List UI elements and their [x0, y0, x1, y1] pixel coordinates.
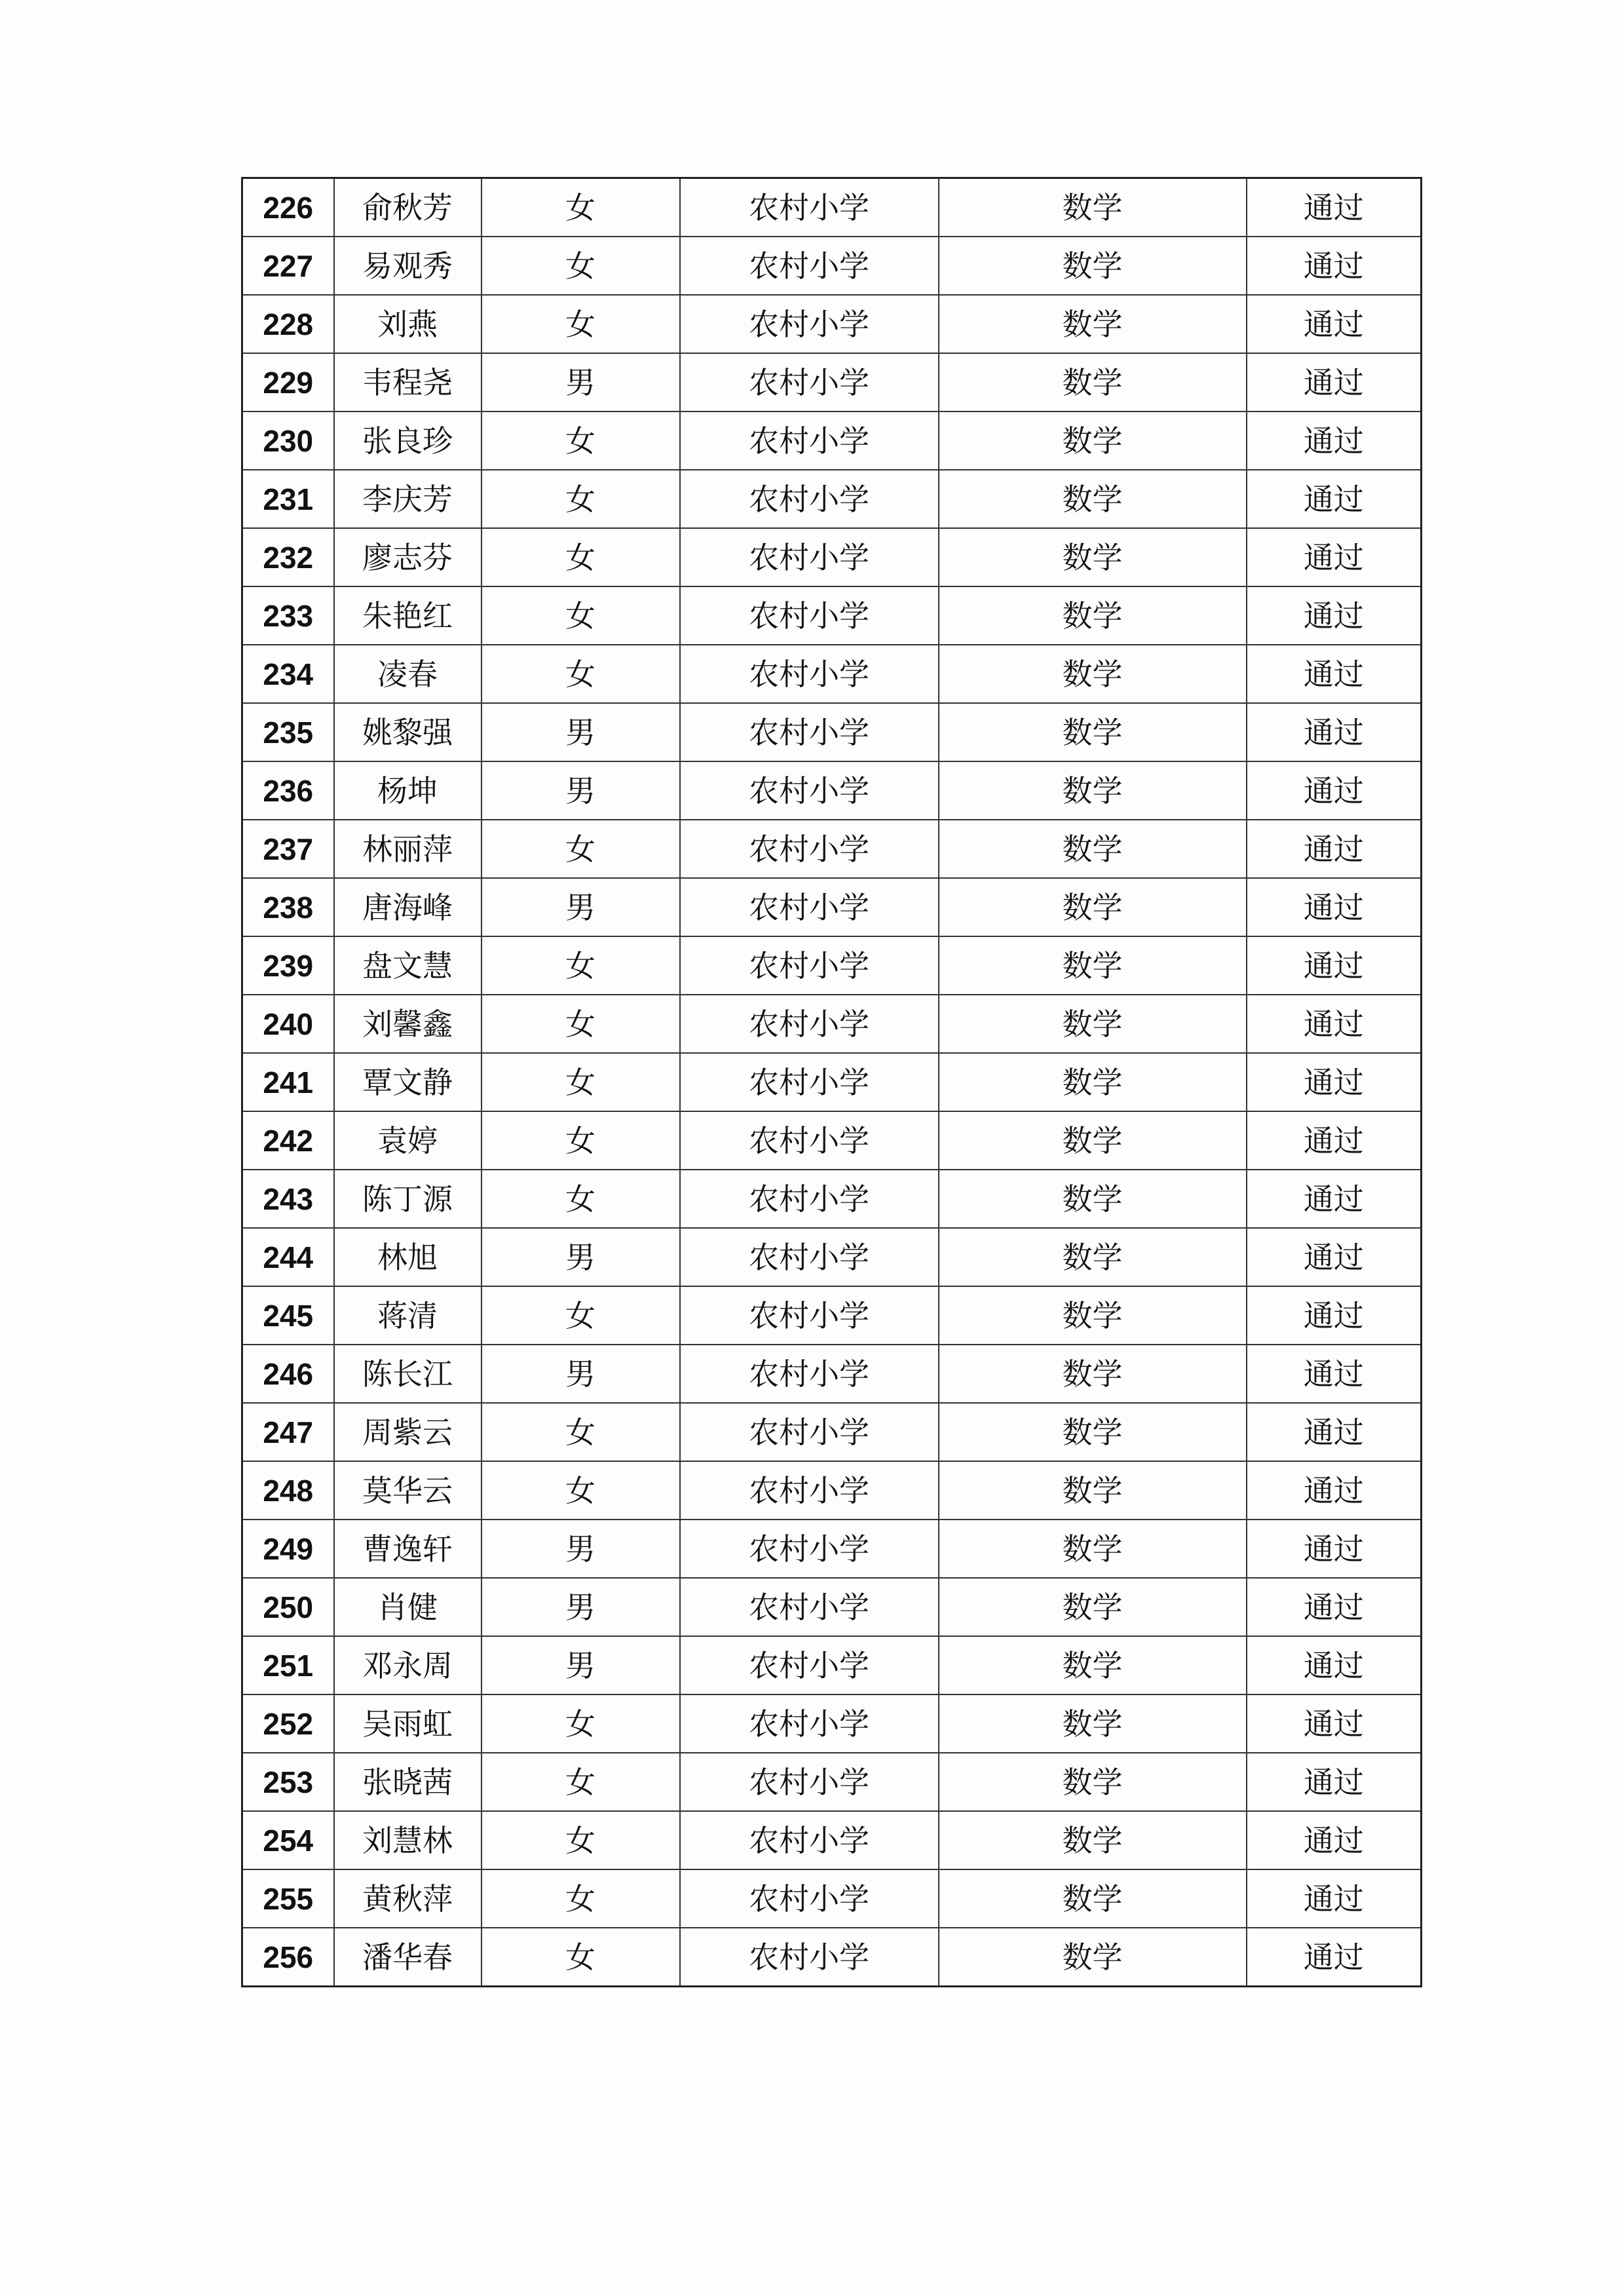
person-name: 盘文慧 — [334, 936, 482, 995]
school-type-cell: 农村小学 — [680, 586, 939, 645]
table-row — [242, 586, 1422, 645]
gender-cell: 女 — [482, 995, 680, 1053]
person-name: 陈长江 — [334, 1345, 482, 1403]
school-type-cell: 农村小学 — [680, 936, 939, 995]
table-row — [242, 820, 1422, 878]
status-cell: 通过 — [1247, 936, 1422, 995]
school-type-cell: 农村小学 — [680, 178, 939, 237]
gender-cell: 女 — [482, 237, 680, 295]
row-number: 229 — [242, 353, 334, 411]
row-number: 248 — [242, 1461, 334, 1520]
status-cell: 通过 — [1247, 761, 1422, 820]
row-number: 234 — [242, 645, 334, 703]
person-name: 周紫云 — [334, 1403, 482, 1461]
gender-cell: 男 — [482, 1578, 680, 1636]
table-row — [242, 1811, 1422, 1869]
person-name: 潘华春 — [334, 1928, 482, 1987]
subject-cell: 数学 — [939, 1228, 1247, 1286]
status-cell: 通过 — [1247, 995, 1422, 1053]
person-name: 廖志芬 — [334, 528, 482, 586]
school-type-cell: 农村小学 — [680, 1869, 939, 1928]
status-cell: 通过 — [1247, 703, 1422, 761]
table-row — [242, 1928, 1422, 1987]
gender-cell: 女 — [482, 1403, 680, 1461]
table-row — [242, 295, 1422, 353]
table-row — [242, 1228, 1422, 1286]
subject-cell: 数学 — [939, 761, 1247, 820]
person-name: 凌春 — [334, 645, 482, 703]
gender-cell: 男 — [482, 703, 680, 761]
school-type-cell: 农村小学 — [680, 1053, 939, 1111]
table-row — [242, 237, 1422, 295]
row-number: 230 — [242, 411, 334, 470]
subject-cell: 数学 — [939, 820, 1247, 878]
status-cell: 通过 — [1247, 1403, 1422, 1461]
subject-cell: 数学 — [939, 528, 1247, 586]
row-number: 227 — [242, 237, 334, 295]
school-type-cell: 农村小学 — [680, 703, 939, 761]
status-cell: 通过 — [1247, 295, 1422, 353]
row-number: 250 — [242, 1578, 334, 1636]
gender-cell: 女 — [482, 1869, 680, 1928]
table-row — [242, 1869, 1422, 1928]
status-cell: 通过 — [1247, 528, 1422, 586]
subject-cell: 数学 — [939, 936, 1247, 995]
subject-cell: 数学 — [939, 178, 1247, 237]
subject-cell: 数学 — [939, 878, 1247, 936]
gender-cell: 女 — [482, 1111, 680, 1170]
person-name: 覃文静 — [334, 1053, 482, 1111]
roster-table-body — [242, 178, 1422, 1987]
gender-cell: 女 — [482, 1170, 680, 1228]
status-cell: 通过 — [1247, 586, 1422, 645]
person-name: 蒋清 — [334, 1286, 482, 1345]
subject-cell: 数学 — [939, 1753, 1247, 1811]
subject-cell: 数学 — [939, 1636, 1247, 1694]
subject-cell: 数学 — [939, 1928, 1247, 1987]
subject-cell: 数学 — [939, 470, 1247, 528]
school-type-cell: 农村小学 — [680, 1345, 939, 1403]
gender-cell: 女 — [482, 820, 680, 878]
gender-cell: 男 — [482, 878, 680, 936]
status-cell: 通过 — [1247, 1053, 1422, 1111]
table-row — [242, 645, 1422, 703]
table-row — [242, 1520, 1422, 1578]
school-type-cell: 农村小学 — [680, 1928, 939, 1987]
subject-cell: 数学 — [939, 1520, 1247, 1578]
row-number: 238 — [242, 878, 334, 936]
person-name: 陈丁源 — [334, 1170, 482, 1228]
row-number: 239 — [242, 936, 334, 995]
person-name: 袁婷 — [334, 1111, 482, 1170]
gender-cell: 女 — [482, 1286, 680, 1345]
subject-cell: 数学 — [939, 1461, 1247, 1520]
row-number: 255 — [242, 1869, 334, 1928]
gender-cell: 女 — [482, 528, 680, 586]
row-number: 236 — [242, 761, 334, 820]
status-cell: 通过 — [1247, 353, 1422, 411]
school-type-cell: 农村小学 — [680, 645, 939, 703]
subject-cell: 数学 — [939, 586, 1247, 645]
person-name: 杨坤 — [334, 761, 482, 820]
school-type-cell: 农村小学 — [680, 295, 939, 353]
status-cell: 通过 — [1247, 1111, 1422, 1170]
status-cell: 通过 — [1247, 470, 1422, 528]
school-type-cell: 农村小学 — [680, 470, 939, 528]
status-cell: 通过 — [1247, 1928, 1422, 1987]
status-cell: 通过 — [1247, 1694, 1422, 1753]
row-number: 233 — [242, 586, 334, 645]
person-name: 吴雨虹 — [334, 1694, 482, 1753]
table-row — [242, 995, 1422, 1053]
row-number: 235 — [242, 703, 334, 761]
table-row — [242, 936, 1422, 995]
table-row — [242, 1286, 1422, 1345]
subject-cell: 数学 — [939, 1578, 1247, 1636]
subject-cell: 数学 — [939, 1286, 1247, 1345]
gender-cell: 女 — [482, 645, 680, 703]
person-name: 刘燕 — [334, 295, 482, 353]
person-name: 易观秀 — [334, 237, 482, 295]
row-number: 254 — [242, 1811, 334, 1869]
table-row — [242, 1694, 1422, 1753]
row-number: 251 — [242, 1636, 334, 1694]
gender-cell: 男 — [482, 1520, 680, 1578]
gender-cell: 女 — [482, 1928, 680, 1987]
person-name: 李庆芳 — [334, 470, 482, 528]
table-row — [242, 470, 1422, 528]
gender-cell: 女 — [482, 586, 680, 645]
status-cell: 通过 — [1247, 178, 1422, 237]
gender-cell: 女 — [482, 1753, 680, 1811]
status-cell: 通过 — [1247, 1636, 1422, 1694]
status-cell: 通过 — [1247, 1811, 1422, 1869]
row-number: 243 — [242, 1170, 334, 1228]
subject-cell: 数学 — [939, 1053, 1247, 1111]
school-type-cell: 农村小学 — [680, 1111, 939, 1170]
gender-cell: 男 — [482, 1636, 680, 1694]
subject-cell: 数学 — [939, 703, 1247, 761]
school-type-cell: 农村小学 — [680, 995, 939, 1053]
gender-cell: 女 — [482, 1811, 680, 1869]
subject-cell: 数学 — [939, 1345, 1247, 1403]
gender-cell: 男 — [482, 1228, 680, 1286]
gender-cell: 女 — [482, 178, 680, 237]
status-cell: 通过 — [1247, 1286, 1422, 1345]
gender-cell: 男 — [482, 761, 680, 820]
school-type-cell: 农村小学 — [680, 1403, 939, 1461]
gender-cell: 女 — [482, 1461, 680, 1520]
person-name: 莫华云 — [334, 1461, 482, 1520]
person-name: 刘慧林 — [334, 1811, 482, 1869]
school-type-cell: 农村小学 — [680, 761, 939, 820]
status-cell: 通过 — [1247, 1869, 1422, 1928]
row-number: 244 — [242, 1228, 334, 1286]
person-name: 肖健 — [334, 1578, 482, 1636]
school-type-cell: 农村小学 — [680, 1694, 939, 1753]
status-cell: 通过 — [1247, 1170, 1422, 1228]
gender-cell: 女 — [482, 411, 680, 470]
school-type-cell: 农村小学 — [680, 1753, 939, 1811]
table-row — [242, 703, 1422, 761]
subject-cell: 数学 — [939, 1170, 1247, 1228]
school-type-cell: 农村小学 — [680, 1286, 939, 1345]
person-name: 俞秋芳 — [334, 178, 482, 237]
school-type-cell: 农村小学 — [680, 878, 939, 936]
gender-cell: 女 — [482, 1694, 680, 1753]
table-row — [242, 1578, 1422, 1636]
school-type-cell: 农村小学 — [680, 820, 939, 878]
roster-table — [241, 177, 1422, 1987]
status-cell: 通过 — [1247, 411, 1422, 470]
subject-cell: 数学 — [939, 1403, 1247, 1461]
gender-cell: 女 — [482, 936, 680, 995]
row-number: 245 — [242, 1286, 334, 1345]
school-type-cell: 农村小学 — [680, 1520, 939, 1578]
school-type-cell: 农村小学 — [680, 528, 939, 586]
person-name: 林旭 — [334, 1228, 482, 1286]
table-row — [242, 353, 1422, 411]
row-number: 226 — [242, 178, 334, 237]
row-number: 253 — [242, 1753, 334, 1811]
status-cell: 通过 — [1247, 1345, 1422, 1403]
table-row — [242, 1345, 1422, 1403]
subject-cell: 数学 — [939, 645, 1247, 703]
gender-cell: 男 — [482, 1345, 680, 1403]
status-cell: 通过 — [1247, 820, 1422, 878]
subject-cell: 数学 — [939, 1869, 1247, 1928]
table-row — [242, 1403, 1422, 1461]
gender-cell: 女 — [482, 470, 680, 528]
status-cell: 通过 — [1247, 1461, 1422, 1520]
school-type-cell: 农村小学 — [680, 353, 939, 411]
row-number: 246 — [242, 1345, 334, 1403]
person-name: 黄秋萍 — [334, 1869, 482, 1928]
school-type-cell: 农村小学 — [680, 411, 939, 470]
table-row — [242, 1636, 1422, 1694]
row-number: 231 — [242, 470, 334, 528]
subject-cell: 数学 — [939, 995, 1247, 1053]
table-row — [242, 411, 1422, 470]
person-name: 韦程尧 — [334, 353, 482, 411]
person-name: 曹逸轩 — [334, 1520, 482, 1578]
status-cell: 通过 — [1247, 1520, 1422, 1578]
row-number: 252 — [242, 1694, 334, 1753]
table-row — [242, 1461, 1422, 1520]
person-name: 林丽萍 — [334, 820, 482, 878]
table-row — [242, 1111, 1422, 1170]
status-cell: 通过 — [1247, 1753, 1422, 1811]
status-cell: 通过 — [1247, 645, 1422, 703]
status-cell: 通过 — [1247, 878, 1422, 936]
person-name: 朱艳红 — [334, 586, 482, 645]
subject-cell: 数学 — [939, 295, 1247, 353]
table-row — [242, 178, 1422, 237]
status-cell: 通过 — [1247, 237, 1422, 295]
row-number: 232 — [242, 528, 334, 586]
school-type-cell: 农村小学 — [680, 1636, 939, 1694]
person-name: 唐海峰 — [334, 878, 482, 936]
gender-cell: 女 — [482, 1053, 680, 1111]
school-type-cell: 农村小学 — [680, 237, 939, 295]
person-name: 邓永周 — [334, 1636, 482, 1694]
row-number: 237 — [242, 820, 334, 878]
gender-cell: 男 — [482, 353, 680, 411]
row-number: 228 — [242, 295, 334, 353]
subject-cell: 数学 — [939, 353, 1247, 411]
school-type-cell: 农村小学 — [680, 1811, 939, 1869]
row-number: 240 — [242, 995, 334, 1053]
table-row — [242, 1053, 1422, 1111]
table-row — [242, 528, 1422, 586]
row-number: 241 — [242, 1053, 334, 1111]
table-row — [242, 1170, 1422, 1228]
school-type-cell: 农村小学 — [680, 1578, 939, 1636]
subject-cell: 数学 — [939, 1811, 1247, 1869]
gender-cell: 女 — [482, 295, 680, 353]
person-name: 刘馨鑫 — [334, 995, 482, 1053]
status-cell: 通过 — [1247, 1578, 1422, 1636]
school-type-cell: 农村小学 — [680, 1461, 939, 1520]
row-number: 256 — [242, 1928, 334, 1987]
school-type-cell: 农村小学 — [680, 1170, 939, 1228]
row-number: 247 — [242, 1403, 334, 1461]
subject-cell: 数学 — [939, 411, 1247, 470]
table-row — [242, 878, 1422, 936]
subject-cell: 数学 — [939, 237, 1247, 295]
school-type-cell: 农村小学 — [680, 1228, 939, 1286]
table-row — [242, 1753, 1422, 1811]
table-row — [242, 761, 1422, 820]
row-number: 242 — [242, 1111, 334, 1170]
subject-cell: 数学 — [939, 1694, 1247, 1753]
person-name: 张良珍 — [334, 411, 482, 470]
person-name: 姚黎强 — [334, 703, 482, 761]
subject-cell: 数学 — [939, 1111, 1247, 1170]
row-number: 249 — [242, 1520, 334, 1578]
status-cell: 通过 — [1247, 1228, 1422, 1286]
person-name: 张晓茜 — [334, 1753, 482, 1811]
